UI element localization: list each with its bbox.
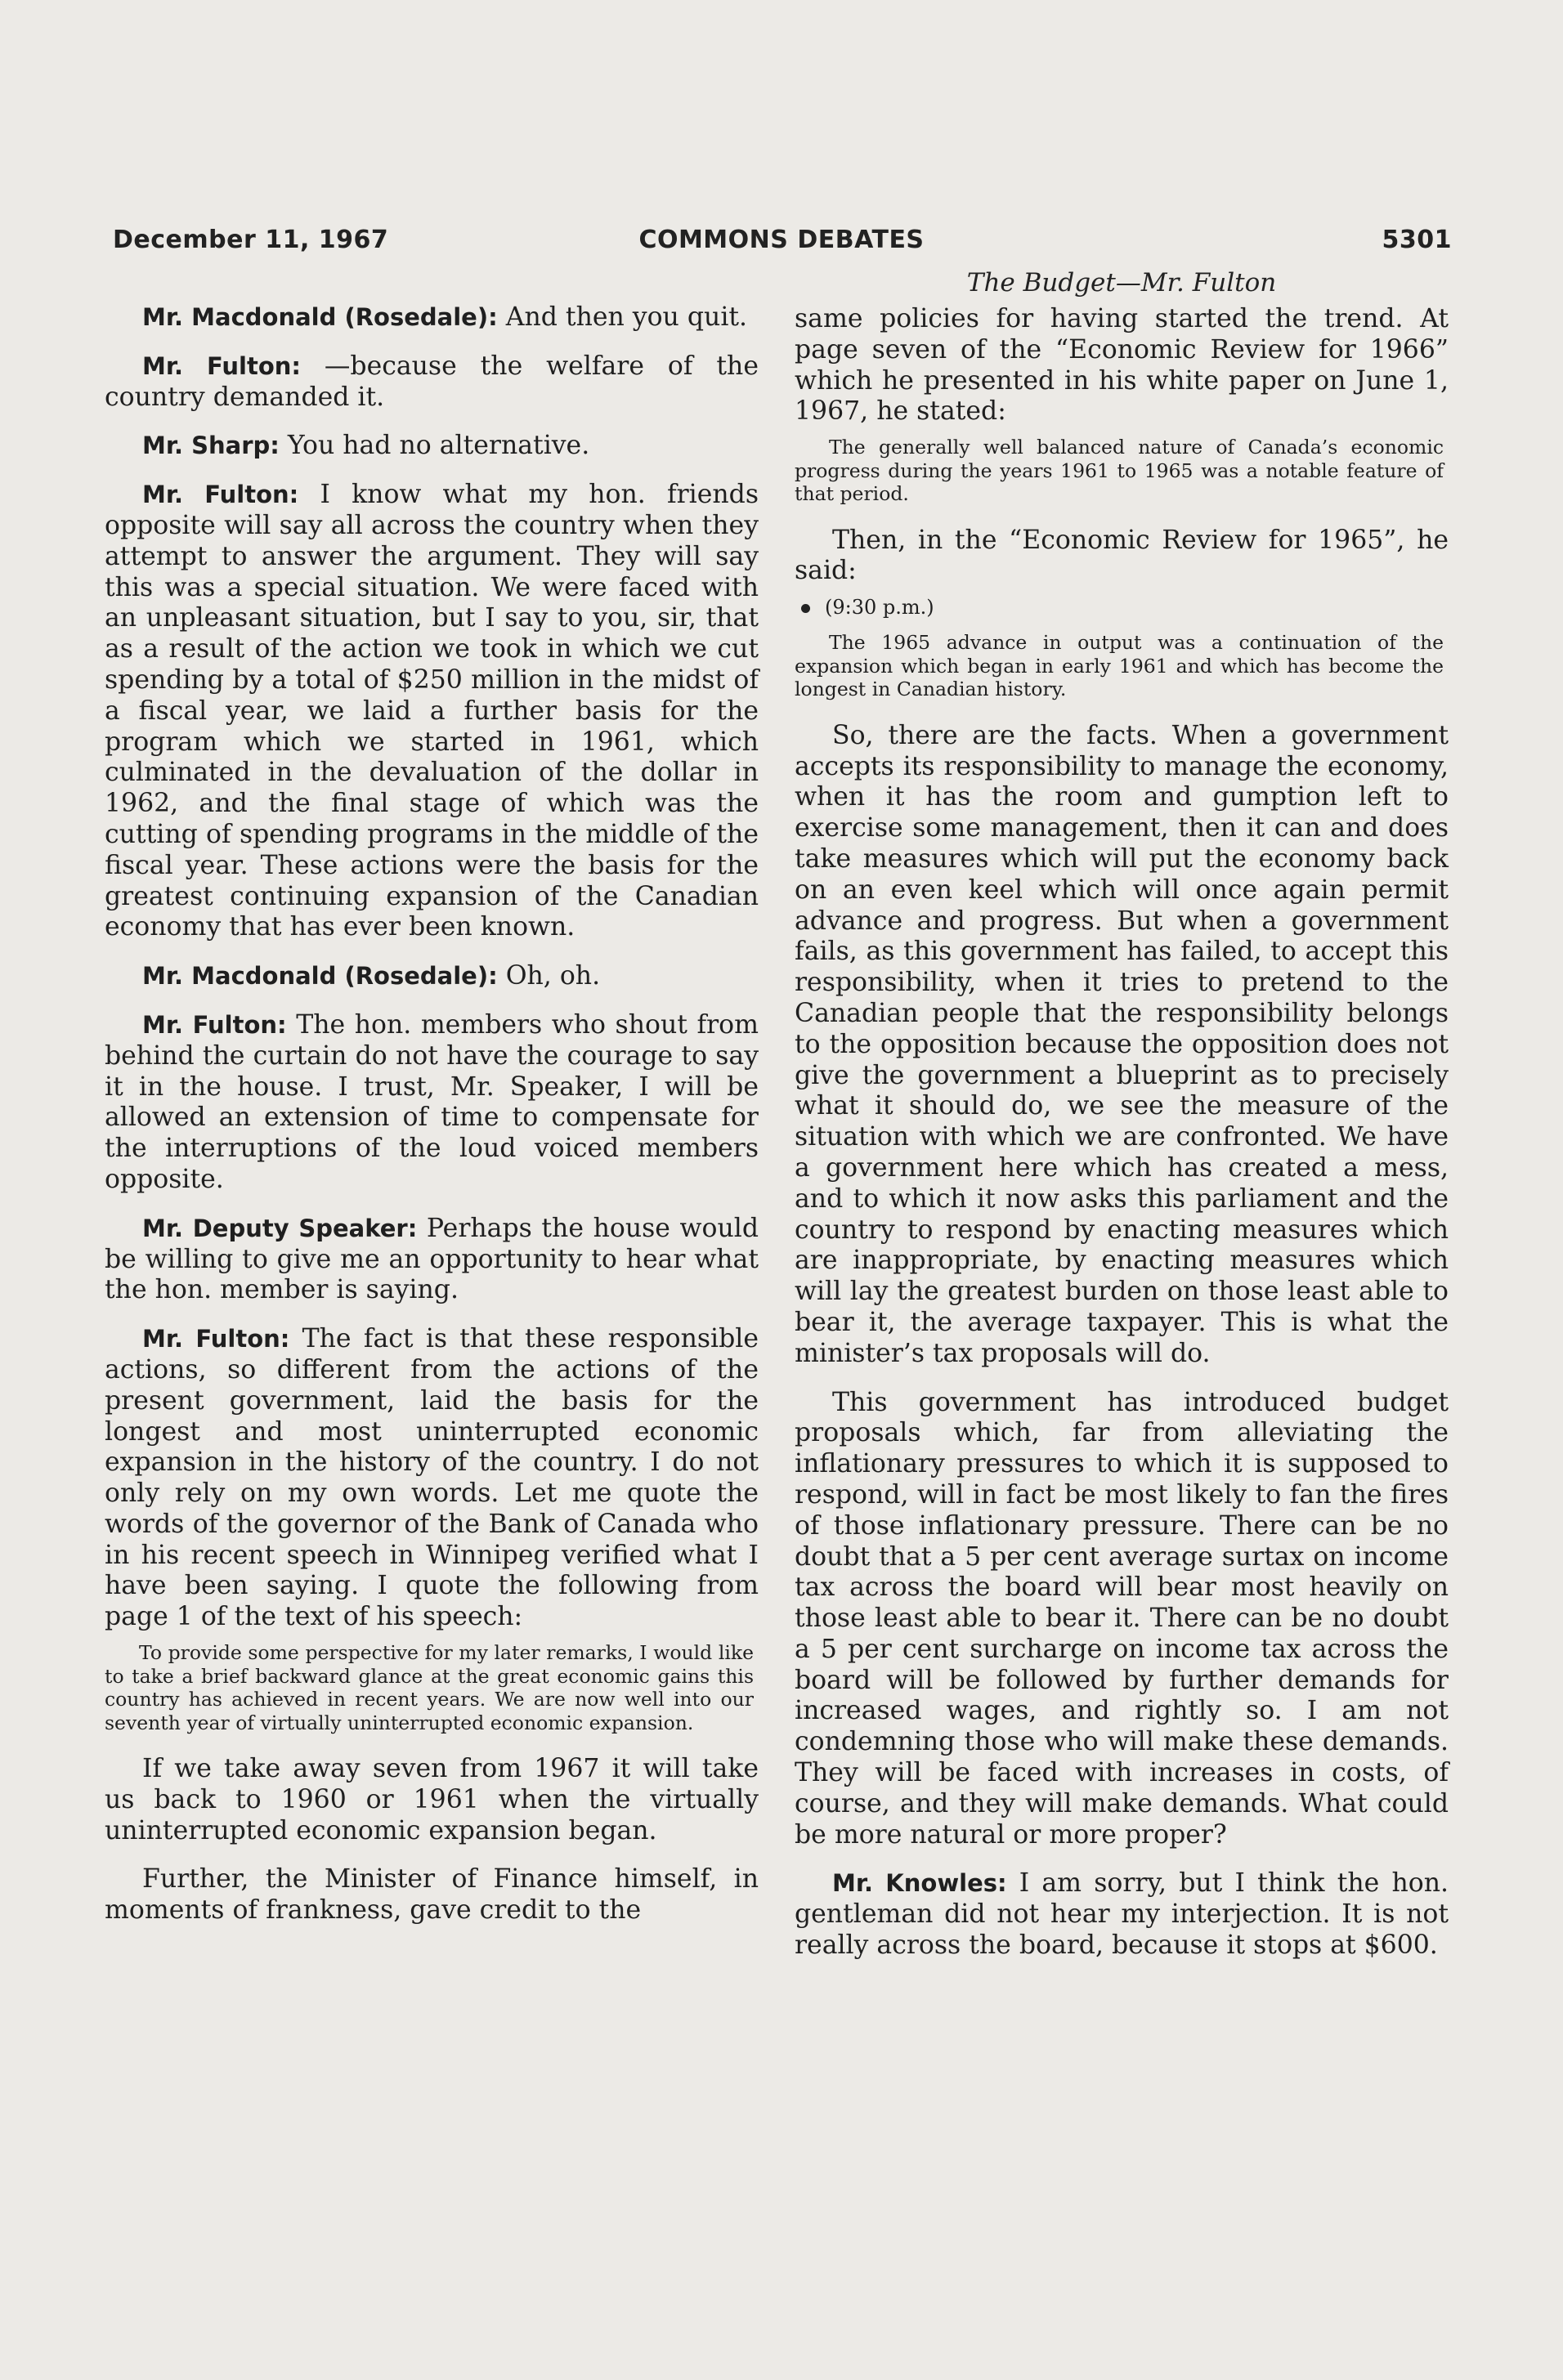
speech-paragraph (105, 302, 759, 333)
speech-text: —because the welfare of the country demanded it. (105, 351, 759, 412)
page-number: 5301 (1382, 226, 1452, 254)
speaker-name: Mr. Knowles: (832, 1869, 1007, 1898)
speech-text: I am sorry, but I think the hon. gentleman did not hear my interjection. It is not really across the board, because it stops at $600. (795, 1868, 1449, 1961)
speech-text: Oh, oh. (497, 961, 601, 991)
speech-paragraph (105, 1214, 759, 1306)
speech-paragraph (795, 1868, 1449, 1961)
right-column (795, 304, 1449, 1980)
body-paragraph: Then, in the “Economic Review for 1965”, he said: (795, 525, 1449, 586)
running-head: The Budget—Mr. Fulton (966, 268, 1277, 298)
speech-text: The hon. members who shout from behind the curtain do not have the courage to say it in the house. I trust, Mr. Speaker, I will be allowed an extension of time to compensate for the interruptions of the loud voiced members opposite. (105, 1009, 759, 1194)
body-paragraph: Further, the Minister of Finance himself, in moments of frankness, gave credit to the (105, 1864, 759, 1926)
time-stamp-text: (9:30 p.m.) (825, 596, 934, 620)
speech-text: You had no alternative. (279, 431, 590, 461)
speech-paragraph (105, 1324, 759, 1633)
bullet-icon (801, 604, 810, 613)
speaker-name: Mr. Fulton: (142, 351, 302, 380)
speech-paragraph (105, 480, 759, 943)
speaker-name: Mr. Macdonald (Rosedale): (142, 303, 498, 331)
speaker-name: Mr. Fulton: (142, 1010, 287, 1039)
speech-paragraph (105, 351, 759, 414)
block-quote: The generally well balanced nature of Canada’s economic progress during the years 1961 to 1965 was a notable feature of that period. (795, 436, 1444, 506)
block-quote: The 1965 advance in output was a continuation of the expansion which began in early 1961 and which has become the longest in Canadian history. (795, 631, 1444, 701)
speaker-name: Mr. Macdonald (Rosedale): (142, 962, 498, 991)
body-paragraph: same policies for having started the trend. At page seven of the “Economic Review for 1966” which he presented in his white paper on June 1, 1967, he stated: (795, 304, 1449, 427)
speech-text: Perhaps the house would be willing to give me an opportunity to hear what the hon. member is saying. (105, 1213, 759, 1305)
body-paragraph: If we take away seven from 1967 it will take us back to 1960 or 1961 when the virtually uninterrupted economic expansion began. (105, 1754, 759, 1845)
page-date: December 11, 1967 (113, 226, 389, 254)
time-stamp (801, 595, 1449, 620)
body-paragraph: So, there are the facts. When a government accepts its responsibility to manage the economy, when it has the room and gumption left to exercise some management, then it can and does take measures which will put the economy back on an even keel which will once again permit advance and progress. But when a government fails, as this government has failed, to accept this responsibility, when it tries to pretend to the Canadian people that the responsibility belongs to the opposition because the opposition does not give the government a blueprint as to precisely what it should do, we see the measure of the situation with which we are confronted. We have a government here which has created a mess, and to which it now asks this parliament and the country to respond by enacting measures which are inappropriate, by enacting measures which will lay the greatest burden on those least able to bear it, the average taxpayer. This is what the minister’s tax proposals will do. (795, 720, 1449, 1368)
speaker-name: Mr. Fulton: (142, 1325, 290, 1353)
speaker-name: Mr. Sharp: (142, 432, 280, 460)
speaker-name: Mr. Fulton: (142, 481, 299, 509)
speech-text: I know what my hon. friends opposite will say all across the country when they attempt to answer the argument. They will say this was a special situation. We were faced with an unpleasant situation, but I say to you, sir, that as a result of the action we took in which we cut spending by a total of $250 million in the midst of a fiscal year, we laid a further basis for the program which we started in 1961, which culminated in the devaluation of the dollar in 1962, and the final stage of which was the cutting of spending programs in the middle of the fiscal year. These actions were the basis for the greatest continuing expansion of the Canadian economy that has ever been known. (105, 480, 759, 942)
speech-paragraph (105, 961, 759, 992)
speech-paragraph (105, 1010, 759, 1196)
speech-text: And then you quit. (497, 302, 748, 332)
left-column (105, 302, 759, 1944)
speaker-name: Mr. Deputy Speaker: (142, 1214, 418, 1242)
block-quote: To provide some perspective for my later remarks, I would like to take a brief backward glance at the great economic gains this country has achieved in recent years. We are now well into our seventh year of virtually uninterrupted economic expansion. (105, 1641, 754, 1734)
publication-title: COMMONS DEBATES (638, 226, 925, 254)
speech-paragraph (105, 431, 759, 462)
body-paragraph: This government has introduced budget proposals which, far from alleviating the inflationary pressures to which it is supposed to respond, will in fact be most likely to fan the fires of those inflationary pressure. There can be no doubt that a 5 per cent average surtax on income tax across the board will bear most heavily on those least able to bear it. There can be no doubt a 5 per cent surcharge on income tax across the board will be followed by further demands for increased wages, and rightly so. I am not condemning those who will make these demands. They will be faced with increases in costs, of course, and they will make demands. What could be more natural or more proper? (795, 1387, 1449, 1850)
speech-text: The fact is that these responsible actions, so different from the actions of the present government, laid the basis for the longest and most uninterrupted economic expansion in the history of the country. I do not only rely on my own words. Let me quote the words of the governor of the Bank of Canada who in his recent speech in Winnipeg verified what I have been saying. I quote the following from page 1 of the text of his speech: (105, 1324, 759, 1632)
